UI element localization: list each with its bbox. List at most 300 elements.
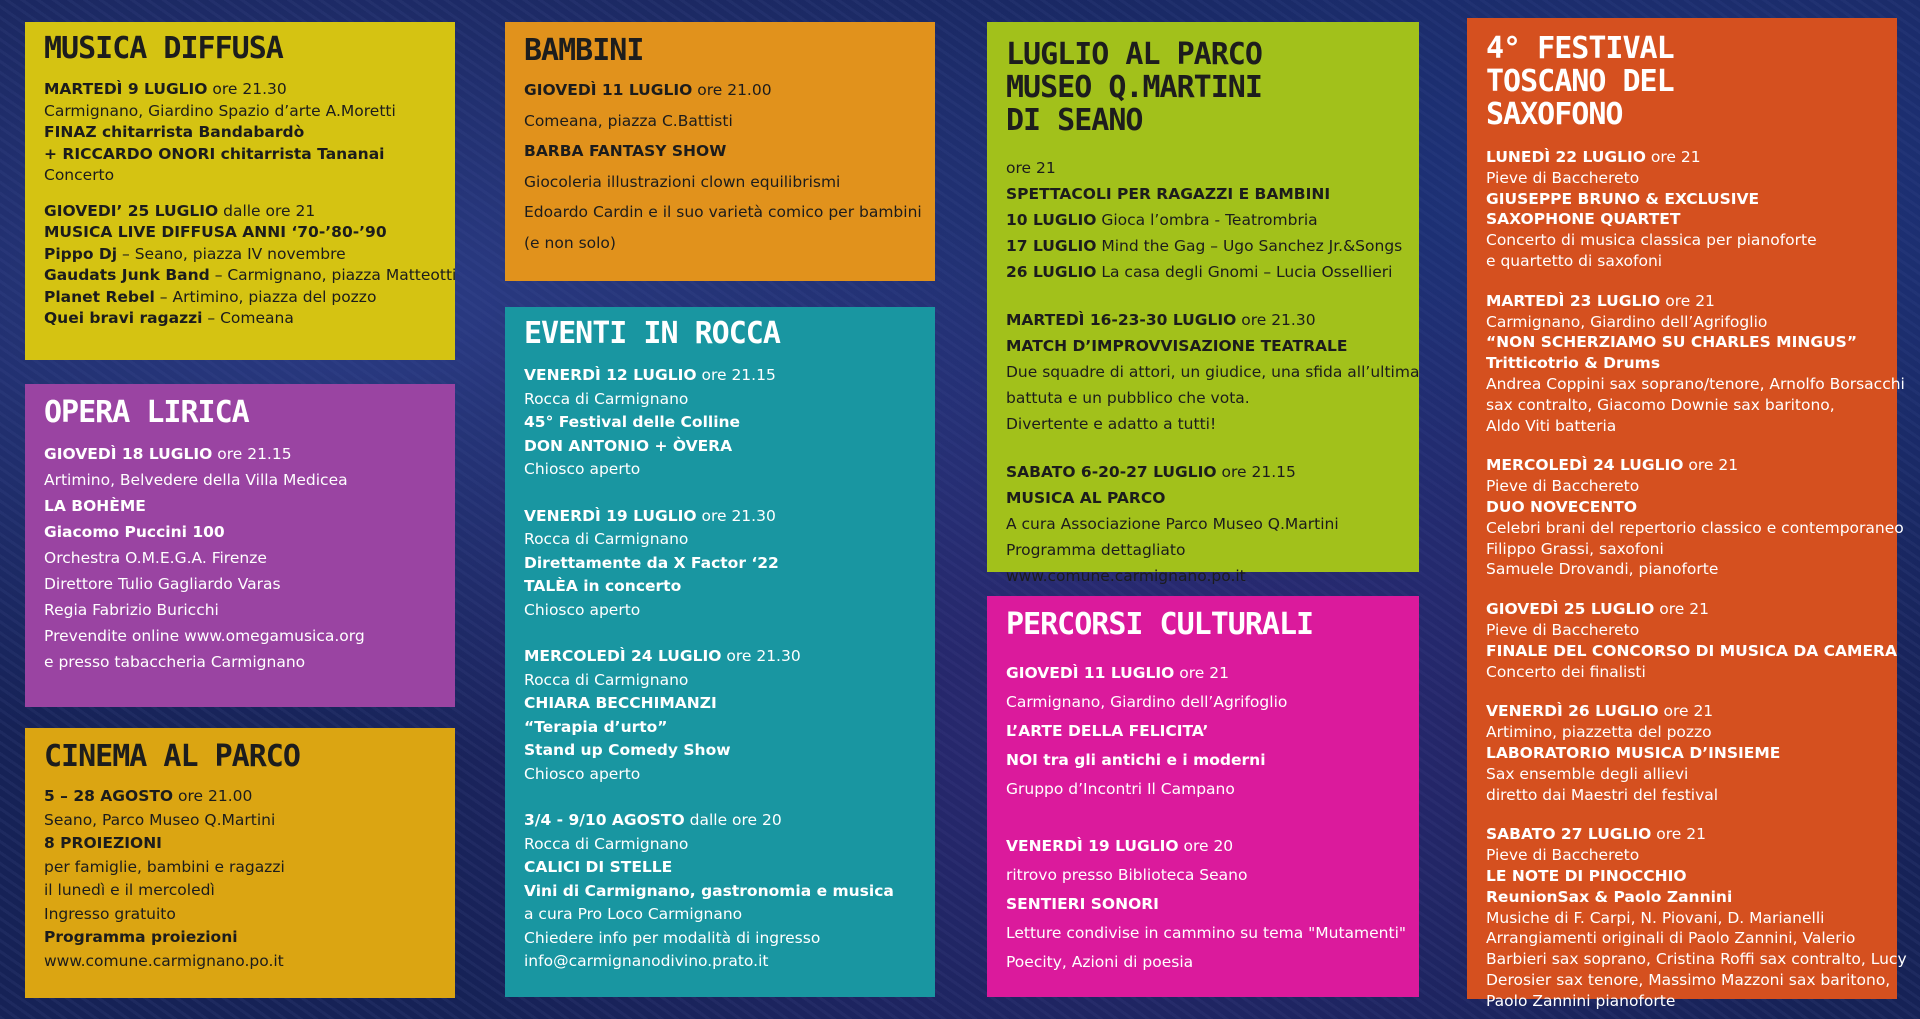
event-date-line xyxy=(524,505,916,529)
event-line-text: FINALE DEL CONCORSO DI MUSICA DA CAMERA xyxy=(1486,641,1897,660)
event-line xyxy=(1486,518,1904,539)
event-line xyxy=(1486,970,1891,991)
event-line-text: Pieve di Bacchereto xyxy=(1486,168,1640,187)
event-line xyxy=(524,739,916,763)
event-line-text: Carmignano, Giardino dell’Agrifoglio xyxy=(1486,312,1768,331)
event-time: ore 21.00 xyxy=(178,787,253,805)
event-item xyxy=(1486,455,1904,580)
event-line-text: Tritticotrio & Drums xyxy=(1486,354,1661,373)
event-line xyxy=(524,228,916,259)
event-line-text: Gruppo d’Incontri Il Campano xyxy=(1006,780,1235,798)
event-line xyxy=(1006,717,1400,746)
event-time: dalle ore 21 xyxy=(223,201,316,220)
event-line-text: LE NOTE DI PINOCCHIO xyxy=(1486,866,1687,885)
event-line-text: Stand up Comedy Show xyxy=(524,741,731,759)
event-line-text: Programma proiezioni xyxy=(44,928,238,946)
event-date: SABATO 6-20-27 LUGLIO xyxy=(1006,463,1217,481)
event-line xyxy=(44,832,436,856)
event-date-line xyxy=(1006,459,1400,485)
event-line xyxy=(1006,485,1400,511)
event-item xyxy=(524,645,916,786)
event-line xyxy=(524,458,916,482)
event-line-text: – Carmignano, piazza Matteotti xyxy=(214,266,457,284)
event-date-line xyxy=(1486,291,1878,312)
event-line xyxy=(1006,919,1407,948)
event-line xyxy=(524,136,916,167)
section-percorsi-culturali xyxy=(987,596,1419,997)
event-item xyxy=(1006,659,1400,804)
event-line-text: il lunedì e il mercoledì xyxy=(44,881,215,899)
event-time: ore 21 xyxy=(1650,148,1701,166)
event-line xyxy=(1486,332,1878,353)
event-date: SABATO 27 LUGLIO xyxy=(1486,825,1652,844)
section-eventi-in-rocca xyxy=(505,307,935,997)
event-date: GIOVEDÌ 18 LUGLIO xyxy=(44,445,213,463)
event-line xyxy=(524,106,916,137)
event-line xyxy=(524,880,916,904)
event-line-text: Rocca di Carmignano xyxy=(524,834,689,853)
section-title: LUGLIO AL PARCO MUSEO Q.MARTINI DI SEANO xyxy=(1006,37,1262,138)
event-date: VENERDÌ 26 LUGLIO xyxy=(1486,702,1659,721)
event-item xyxy=(524,75,922,258)
event-line-text: Aldo Viti batteria xyxy=(1486,416,1617,435)
event-line xyxy=(1486,251,1878,272)
event-line-text: www.comune.carmignano.po.it xyxy=(44,951,284,970)
event-line-text: Comeana, piazza C.Battisti xyxy=(524,111,733,130)
event-line-highlight: 17 LUGLIO xyxy=(1006,237,1097,255)
event-line-text: Direttamente da X Factor ‘22 xyxy=(524,553,779,572)
section-cinema-al-parco xyxy=(25,728,455,998)
event-date: VENERDÌ 19 LUGLIO xyxy=(1006,837,1179,855)
event-line-text: Pieve di Bacchereto xyxy=(1486,846,1640,865)
event-line-text: A cura Associazione Parco Museo Q.Martini xyxy=(1006,515,1339,533)
event-line xyxy=(44,571,436,597)
event-time: ore 21 xyxy=(1688,456,1739,475)
event-line-text: BARBA FANTASY SHOW xyxy=(524,142,727,160)
event-line xyxy=(1006,207,1400,233)
event-line xyxy=(1006,259,1400,285)
event-line-text: “NON SCHERZIAMO SU CHARLES MINGUS” xyxy=(1486,333,1858,352)
event-line-text: Chiedere info per modalità di ingresso xyxy=(524,928,821,947)
event-date: VENERDÌ 12 LUGLIO xyxy=(524,366,697,384)
event-line-text: Samuele Drovandi, pianoforte xyxy=(1486,560,1719,579)
event-line-text: Edoardo Cardin e il suo varietà comico per bambini xyxy=(524,203,922,221)
event-line xyxy=(44,809,436,833)
event-date-line xyxy=(44,79,436,101)
event-line-text: Orchestra O.M.E.G.A. Firenze xyxy=(44,549,267,567)
event-line-text: + RICCARDO ONORI chitarrista Tananai xyxy=(44,144,385,163)
event-time: ore 21 xyxy=(1659,600,1709,619)
event-line xyxy=(44,122,436,144)
event-line-text: Chiosco aperto xyxy=(524,460,641,478)
event-item xyxy=(44,79,436,187)
event-line xyxy=(1486,662,1878,683)
event-line xyxy=(44,623,436,649)
event-line xyxy=(1486,353,1878,374)
section-title: PERCORSI CULTURALI xyxy=(1006,607,1314,642)
event-line-text: Due squadre di attori, un giudice, una sfida all’ultima xyxy=(1006,363,1420,381)
event-date-line xyxy=(1006,832,1400,861)
event-date-line xyxy=(524,75,916,106)
event-date-line xyxy=(1486,701,1878,722)
event-line-text: Poecity, Azioni di poesia xyxy=(1006,953,1194,971)
event-line xyxy=(1006,563,1400,589)
event-line-text: Regia Fabrizio Buricchi xyxy=(44,601,219,619)
event-line-text: Sax ensemble degli allievi xyxy=(1486,764,1689,783)
event-line xyxy=(1486,764,1878,785)
event-line xyxy=(1486,991,1878,1012)
event-line-text: NOI tra gli antichi e i moderni xyxy=(1006,751,1266,769)
event-line-text: (e non solo) xyxy=(524,233,616,252)
event-line xyxy=(524,856,916,880)
event-line-text: DON ANTONIO + ÒVERA xyxy=(524,436,733,455)
event-line-text: Mind the Gag – Ugo Sanchez Jr.&Songs xyxy=(1101,237,1403,255)
event-line xyxy=(1006,359,1420,385)
event-line-text: Concerto di musica classica per pianoforte xyxy=(1486,231,1817,250)
event-line-text: sax contralto, Giacomo Downie sax baritono, xyxy=(1486,395,1835,414)
event-line-text: SAXOPHONE QUARTET xyxy=(1486,210,1681,229)
event-time: ore 21.30 xyxy=(212,80,287,98)
event-line xyxy=(1006,537,1400,563)
event-line-text: SENTIERI SONORI xyxy=(1006,895,1159,913)
event-line-text: GIUSEPPE BRUNO & EXCLUSIVE xyxy=(1486,189,1760,208)
event-item xyxy=(1486,147,1878,272)
event-line-text: Giacomo Puccini 100 xyxy=(44,523,225,541)
event-date: MERCOLEDÌ 24 LUGLIO xyxy=(1486,456,1684,475)
event-line xyxy=(1486,416,1878,437)
event-line xyxy=(44,467,436,493)
event-line-text: Chiosco aperto xyxy=(524,600,641,619)
event-line xyxy=(1486,189,1878,210)
event-line xyxy=(1006,861,1400,890)
event-line xyxy=(524,903,916,927)
event-date-line xyxy=(1006,155,1400,181)
event-line-text: Artimino, piazzetta del pozzo xyxy=(1486,723,1712,742)
section-title: EVENTI IN ROCCA xyxy=(524,316,780,351)
event-item xyxy=(524,809,916,974)
section-opera-lirica xyxy=(25,384,455,707)
event-line-text: Filippo Grassi, saxofoni xyxy=(1486,539,1664,558)
event-line-text: Pieve di Bacchereto xyxy=(1486,620,1640,639)
event-line-text: Paolo Zannini pianoforte xyxy=(1486,991,1676,1010)
event-time: ore 21.30 xyxy=(701,506,776,525)
event-line xyxy=(44,903,436,927)
event-line-text: e quartetto di saxofoni xyxy=(1486,251,1663,270)
event-line xyxy=(1006,688,1400,717)
event-date-line xyxy=(1486,147,1878,168)
event-line xyxy=(44,926,436,950)
event-line-text: Seano, Parco Museo Q.Martini xyxy=(44,810,276,829)
event-line-text: – Artimino, piazza del pozzo xyxy=(159,287,377,306)
event-line-text: Celebri brani del repertorio classico e contemporaneo xyxy=(1486,518,1904,537)
event-date-line xyxy=(1486,824,1878,845)
event-line-text: LA BOHÈME xyxy=(44,497,146,515)
event-line xyxy=(1486,722,1878,743)
event-date-line xyxy=(1486,455,1878,476)
event-line-text: ritrovo presso Biblioteca Seano xyxy=(1006,866,1248,884)
event-line-text: MUSICA LIVE DIFFUSA ANNI ‘70-’80-’90 xyxy=(44,223,387,241)
event-line xyxy=(1486,230,1878,251)
event-date-line xyxy=(524,364,916,388)
event-line-text: La casa degli Gnomi – Lucia Ossellieri xyxy=(1101,263,1393,281)
event-line-text: Concerto xyxy=(44,166,115,184)
event-line xyxy=(1006,775,1400,804)
event-line-highlight: Gaudats Junk Band xyxy=(44,266,210,284)
event-date: MARTEDÌ 23 LUGLIO xyxy=(1486,291,1661,310)
event-line xyxy=(524,716,916,740)
event-date: GIOVEDI’ 25 LUGLIO xyxy=(44,201,219,220)
event-line xyxy=(44,879,436,903)
event-line xyxy=(524,167,916,198)
event-line-text: Rocca di Carmignano xyxy=(524,530,689,548)
section-musica-diffusa xyxy=(25,22,455,360)
event-line-highlight: 26 LUGLIO xyxy=(1006,263,1097,281)
event-date-line xyxy=(524,809,916,833)
event-line-text: Giocoleria illustrazioni clown equilibrismi xyxy=(524,172,841,191)
event-line xyxy=(1486,949,1907,970)
event-line xyxy=(1486,908,1878,929)
event-line xyxy=(524,435,916,459)
event-line xyxy=(1486,395,1878,416)
event-line-text: Rocca di Carmignano xyxy=(524,670,689,689)
event-line xyxy=(44,287,436,309)
event-line-text: SPETTACOLI PER RAGAZZI E BAMBINI xyxy=(1006,185,1331,203)
event-time: dalle ore 20 xyxy=(689,811,782,829)
event-line xyxy=(44,493,436,519)
event-time: ore 21 xyxy=(1663,702,1714,721)
event-time: ore 21.15 xyxy=(1221,463,1296,481)
event-line xyxy=(1486,209,1878,230)
event-line-text: e presso tabaccheria Carmignano xyxy=(44,653,306,671)
event-date: LUNEDÌ 22 LUGLIO xyxy=(1486,148,1646,166)
event-line-text: Prevendite online www.omegamusica.org xyxy=(44,627,365,645)
event-time: ore 21 xyxy=(1179,664,1229,682)
event-time: ore 21.00 xyxy=(697,81,772,99)
event-line xyxy=(44,165,436,187)
event-time: ore 21 xyxy=(1656,825,1706,844)
event-item xyxy=(1006,307,1420,437)
event-line xyxy=(1486,620,1878,641)
event-line-text: Pieve di Bacchereto xyxy=(1486,477,1640,496)
event-line xyxy=(1486,559,1878,580)
event-item xyxy=(1006,459,1400,589)
event-line xyxy=(524,528,916,552)
event-line-text: CHIARA BECCHIMANZI xyxy=(524,694,717,712)
event-date: MERCOLEDÌ 24 LUGLIO xyxy=(524,647,722,665)
event-time: ore 21 xyxy=(1006,159,1056,177)
event-line xyxy=(1006,746,1400,775)
event-line-text: DUO NOVECENTO xyxy=(1486,497,1638,516)
event-line-text: Programma dettagliato xyxy=(1006,541,1186,559)
event-line-text: MATCH D’IMPROVVISAZIONE TEATRALE xyxy=(1006,337,1348,355)
event-line xyxy=(44,649,436,675)
event-line xyxy=(1006,333,1400,359)
event-line xyxy=(524,197,922,228)
event-line xyxy=(1486,866,1878,887)
event-line-highlight: Quei bravi ragazzi xyxy=(44,309,203,327)
event-date: VENERDÌ 19 LUGLIO xyxy=(524,506,697,525)
event-date-line xyxy=(1486,599,1878,620)
event-line-text: www.comune.carmignano.po.it xyxy=(1006,567,1246,585)
section-title: MUSICA DIFFUSA xyxy=(44,31,283,66)
event-date: 3/4 - 9/10 AGOSTO xyxy=(524,811,685,829)
event-line xyxy=(1486,539,1878,560)
section-bambini xyxy=(505,22,935,281)
event-item xyxy=(524,364,916,482)
event-time: ore 21.30 xyxy=(1241,311,1316,329)
event-line-text: Chiosco aperto xyxy=(524,764,641,783)
event-date: GIOVEDÌ 11 LUGLIO xyxy=(524,81,693,99)
event-line-text: Derosier sax tenore, Massimo Mazzoni sax baritono, xyxy=(1486,970,1891,989)
event-line-highlight: 10 LUGLIO xyxy=(1006,211,1097,229)
event-line xyxy=(1486,641,1897,662)
event-item xyxy=(524,505,916,623)
event-item xyxy=(1006,832,1407,977)
event-date: GIOVEDÌ 11 LUGLIO xyxy=(1006,664,1175,682)
event-date-line xyxy=(524,645,916,669)
event-line-text: info@carmignanodivino.prato.it xyxy=(524,952,769,970)
event-line xyxy=(44,308,436,330)
event-date: MARTEDÌ 9 LUGLIO xyxy=(44,80,208,98)
event-line-text: 45° Festival delle Colline xyxy=(524,413,741,431)
event-time: ore 21 xyxy=(1665,291,1715,310)
event-time: ore 21.15 xyxy=(701,366,776,384)
event-line-text: Carmignano, Giardino dell’Agrifoglio xyxy=(1006,693,1288,711)
event-line xyxy=(524,599,916,623)
event-line xyxy=(524,692,916,716)
event-line-text: Artimino, Belvedere della Villa Medicea xyxy=(44,471,348,489)
section-title: CINEMA AL PARCO xyxy=(44,739,300,774)
event-line xyxy=(44,545,436,571)
event-line xyxy=(1486,374,1905,395)
event-line xyxy=(44,144,436,166)
event-line-text: per famiglie, bambini e ragazzi xyxy=(44,857,285,876)
event-line xyxy=(524,552,916,576)
event-line-text: L’ARTE DELLA FELICITA’ xyxy=(1006,722,1209,740)
event-line xyxy=(1486,928,1878,949)
event-line-text: LABORATORIO MUSICA D’INSIEME xyxy=(1486,743,1781,762)
event-line xyxy=(1486,785,1878,806)
event-line-text: Musiche di F. Carpi, N. Piovani, D. Marianelli xyxy=(1486,908,1825,927)
event-line-text: Letture condivise in cammino su tema "Mutamenti" xyxy=(1006,924,1407,942)
event-line-text: Barbieri sax soprano, Cristina Roffi sax contralto, Lucy xyxy=(1486,950,1907,969)
event-line xyxy=(1006,890,1400,919)
event-line xyxy=(524,411,916,435)
event-line-highlight: Pippo Dj xyxy=(44,244,118,263)
event-line xyxy=(44,101,436,123)
event-item xyxy=(44,441,436,675)
event-line-text: Carmignano, Giardino Spazio d’arte A.Moretti xyxy=(44,101,396,120)
event-line xyxy=(1486,845,1878,866)
event-line-text: FINAZ chitarrista Bandabardò xyxy=(44,123,305,141)
event-line-text: Rocca di Carmignano xyxy=(524,389,689,408)
event-item xyxy=(1006,155,1403,285)
event-time: ore 20 xyxy=(1183,837,1234,855)
event-date: MARTEDÌ 16-23-30 LUGLIO xyxy=(1006,311,1237,329)
event-line-text: a cura Pro Loco Carmignano xyxy=(524,905,743,923)
event-line xyxy=(44,856,436,880)
event-line xyxy=(1006,233,1403,259)
event-line-highlight: Planet Rebel xyxy=(44,287,155,306)
event-line-text: Gioca l’ombra - Teatrombria xyxy=(1101,211,1318,229)
event-item xyxy=(44,785,436,973)
event-line xyxy=(1486,312,1878,333)
event-line-text: Concerto dei finalisti xyxy=(1486,662,1646,681)
event-line xyxy=(1486,887,1878,908)
event-line-text: TALÈA in concerto xyxy=(524,577,682,595)
event-line-text: Vini di Carmignano, gastronomia e musica xyxy=(524,881,894,900)
event-time: ore 21.30 xyxy=(726,647,801,665)
event-line-text: MUSICA AL PARCO xyxy=(1006,489,1166,507)
event-line-text: – Seano, piazza IV novembre xyxy=(122,244,346,263)
event-date-line xyxy=(44,441,436,467)
event-line-text: diretto dai Maestri del festival xyxy=(1486,785,1719,804)
event-item xyxy=(1486,291,1905,437)
event-line-text: Ingresso gratuito xyxy=(44,904,176,923)
event-date: GIOVEDÌ 25 LUGLIO xyxy=(1486,600,1655,619)
event-date: 5 – 28 AGOSTO xyxy=(44,787,174,805)
event-line-text: CALICI DI STELLE xyxy=(524,858,673,876)
event-line xyxy=(1006,181,1400,207)
section-festival-saxofono xyxy=(1467,18,1907,1010)
event-item xyxy=(1486,599,1897,682)
event-date-line xyxy=(44,201,436,223)
event-line xyxy=(524,763,916,787)
event-line xyxy=(44,244,436,266)
event-line xyxy=(1006,948,1400,977)
event-item xyxy=(1486,824,1907,1011)
event-line-text: – Comeana xyxy=(207,309,294,327)
event-line xyxy=(524,927,916,951)
event-line xyxy=(44,265,457,287)
event-line-text: Arrangiamenti originali di Paolo Zannini, Valerio xyxy=(1486,929,1856,948)
event-line xyxy=(44,222,436,244)
event-line xyxy=(44,519,436,545)
event-line-text: ReunionSax & Paolo Zannini xyxy=(1486,887,1733,906)
event-line xyxy=(1486,497,1878,518)
event-line xyxy=(524,950,916,974)
event-line xyxy=(1486,168,1878,189)
event-line-text: Direttore Tulio Gagliardo Varas xyxy=(44,575,281,593)
event-item xyxy=(44,201,457,330)
event-line xyxy=(1006,511,1400,537)
event-line xyxy=(1486,476,1878,497)
event-line xyxy=(524,575,916,599)
section-title: 4° FESTIVAL TOSCANO DEL SAXOFONO xyxy=(1486,31,1674,132)
section-luglio-al-parco xyxy=(987,22,1420,585)
event-date-line xyxy=(1006,659,1400,688)
event-line xyxy=(44,597,436,623)
event-line-text: 8 PROIEZIONI xyxy=(44,834,162,852)
event-date-line xyxy=(44,785,436,809)
event-line-text: “Terapia d’urto” xyxy=(524,717,668,736)
event-line xyxy=(1006,411,1400,437)
event-line xyxy=(524,833,916,857)
event-item xyxy=(1486,701,1878,805)
event-line-text: Andrea Coppini sax soprano/tenore, Arnolfo Borsacchi xyxy=(1486,374,1905,393)
event-line xyxy=(524,669,916,693)
event-line xyxy=(1006,385,1400,411)
event-line-text: Divertente e adatto a tutti! xyxy=(1006,415,1217,433)
event-date-line xyxy=(1006,307,1400,333)
event-line-text: battuta e un pubblico che vota. xyxy=(1006,389,1250,407)
event-line xyxy=(1486,743,1878,764)
event-line xyxy=(524,388,916,412)
event-line xyxy=(44,950,436,974)
section-title: OPERA LIRICA xyxy=(44,395,249,430)
section-title: BAMBINI xyxy=(524,33,644,68)
event-time: ore 21.15 xyxy=(217,445,292,463)
